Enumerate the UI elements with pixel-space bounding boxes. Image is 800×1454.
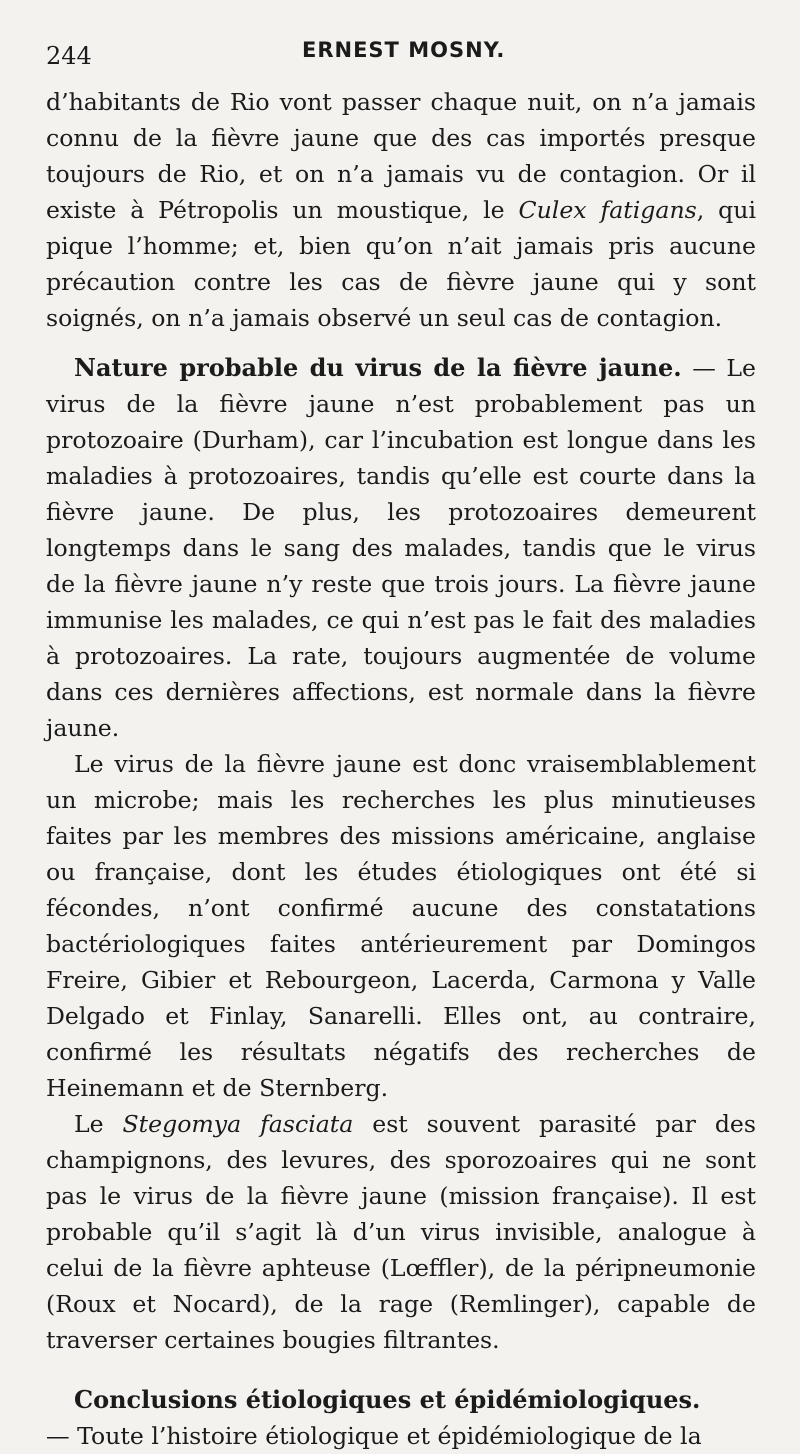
body-text [46, 84, 756, 1454]
section-heading-conclusions: Conclusions étiologiques et épidémiologiques. [74, 1385, 701, 1414]
species-name: Culex fatigans [518, 196, 697, 224]
running-head: ERNEST MOSNY. [302, 38, 506, 62]
page-number: 244 [46, 42, 92, 70]
paragraph-conclusions: — Toute l’histoire étiologique et épidémiologique de la [46, 1422, 702, 1450]
paragraph-stegomya: Le Stegomya fasciata est souvent parasité par des champignons, des levures, des sporozoaires qui ne sont pas le virus de la fièvre jaune (mission française). Il est probable qu’il s’agit là d’un virus invisible, analogue à celui de la fièvre aphteuse (Lœffler), de la péripneumonie (Roux et Nocard), de la rage (Remlinger), capable de traverser certaines bougies filtrantes. [46, 1110, 756, 1354]
paragraph-microbe: Le virus de la fièvre jaune est donc vraisemblablement un microbe; mais les recherches les plus minutieuses faites par les membres des missions américaine, anglaise ou française, dont les études étiologiques ont été si fécondes, n’ont confirmé aucune des constatations bactériologiques faites antérieurement par Domingos Freire, Gibier et Rebourgeon, Lacerda, Carmona y Valle Delgado et Finlay, Sanarelli. Elles ont, au contraire, confirmé les résultats négatifs des recherches de Heinemann et de Sternberg. [46, 750, 756, 1102]
section-nature-virus: Nature probable du virus de la fièvre jaune. — Le virus de la fièvre jaune n’est probablement pas un protozoaire (Durham), car l’incubation est longue dans les maladies à protozoaires, tandis qu’elle est courte dans la fièvre jaune. De plus, les protozoaires demeurent longtemps dans le sang des malades, tandis que le virus de la fièvre jaune n’y reste que trois jours. La fièvre jaune immunise les malades, ce qui n’est pas le fait des maladies à protozoaires. La rate, toujours augmentée de volume dans ces dernières affections, est normale dans la fièvre jaune. [46, 353, 756, 742]
paragraph-continuation: d’habitants de Rio vont passer chaque nuit, on n’a jamais connu de la fièvre jaune que des cas importés presque toujours de Rio, et on n’a jamais vu de contagion. Or il existe à Pétropolis un moustique, le Culex fatigans, qui pique l’homme; et, bien qu’on n’ait jamais pris aucune précaution contre les cas de fièvre jaune qui y sont soignés, on n’a jamais observé un seul cas de contagion. [46, 88, 757, 332]
section-heading: Nature probable du virus de la fièvre jaune. [74, 353, 682, 382]
page-header [46, 38, 756, 84]
species-name: Stegomya fasciata [122, 1110, 354, 1138]
